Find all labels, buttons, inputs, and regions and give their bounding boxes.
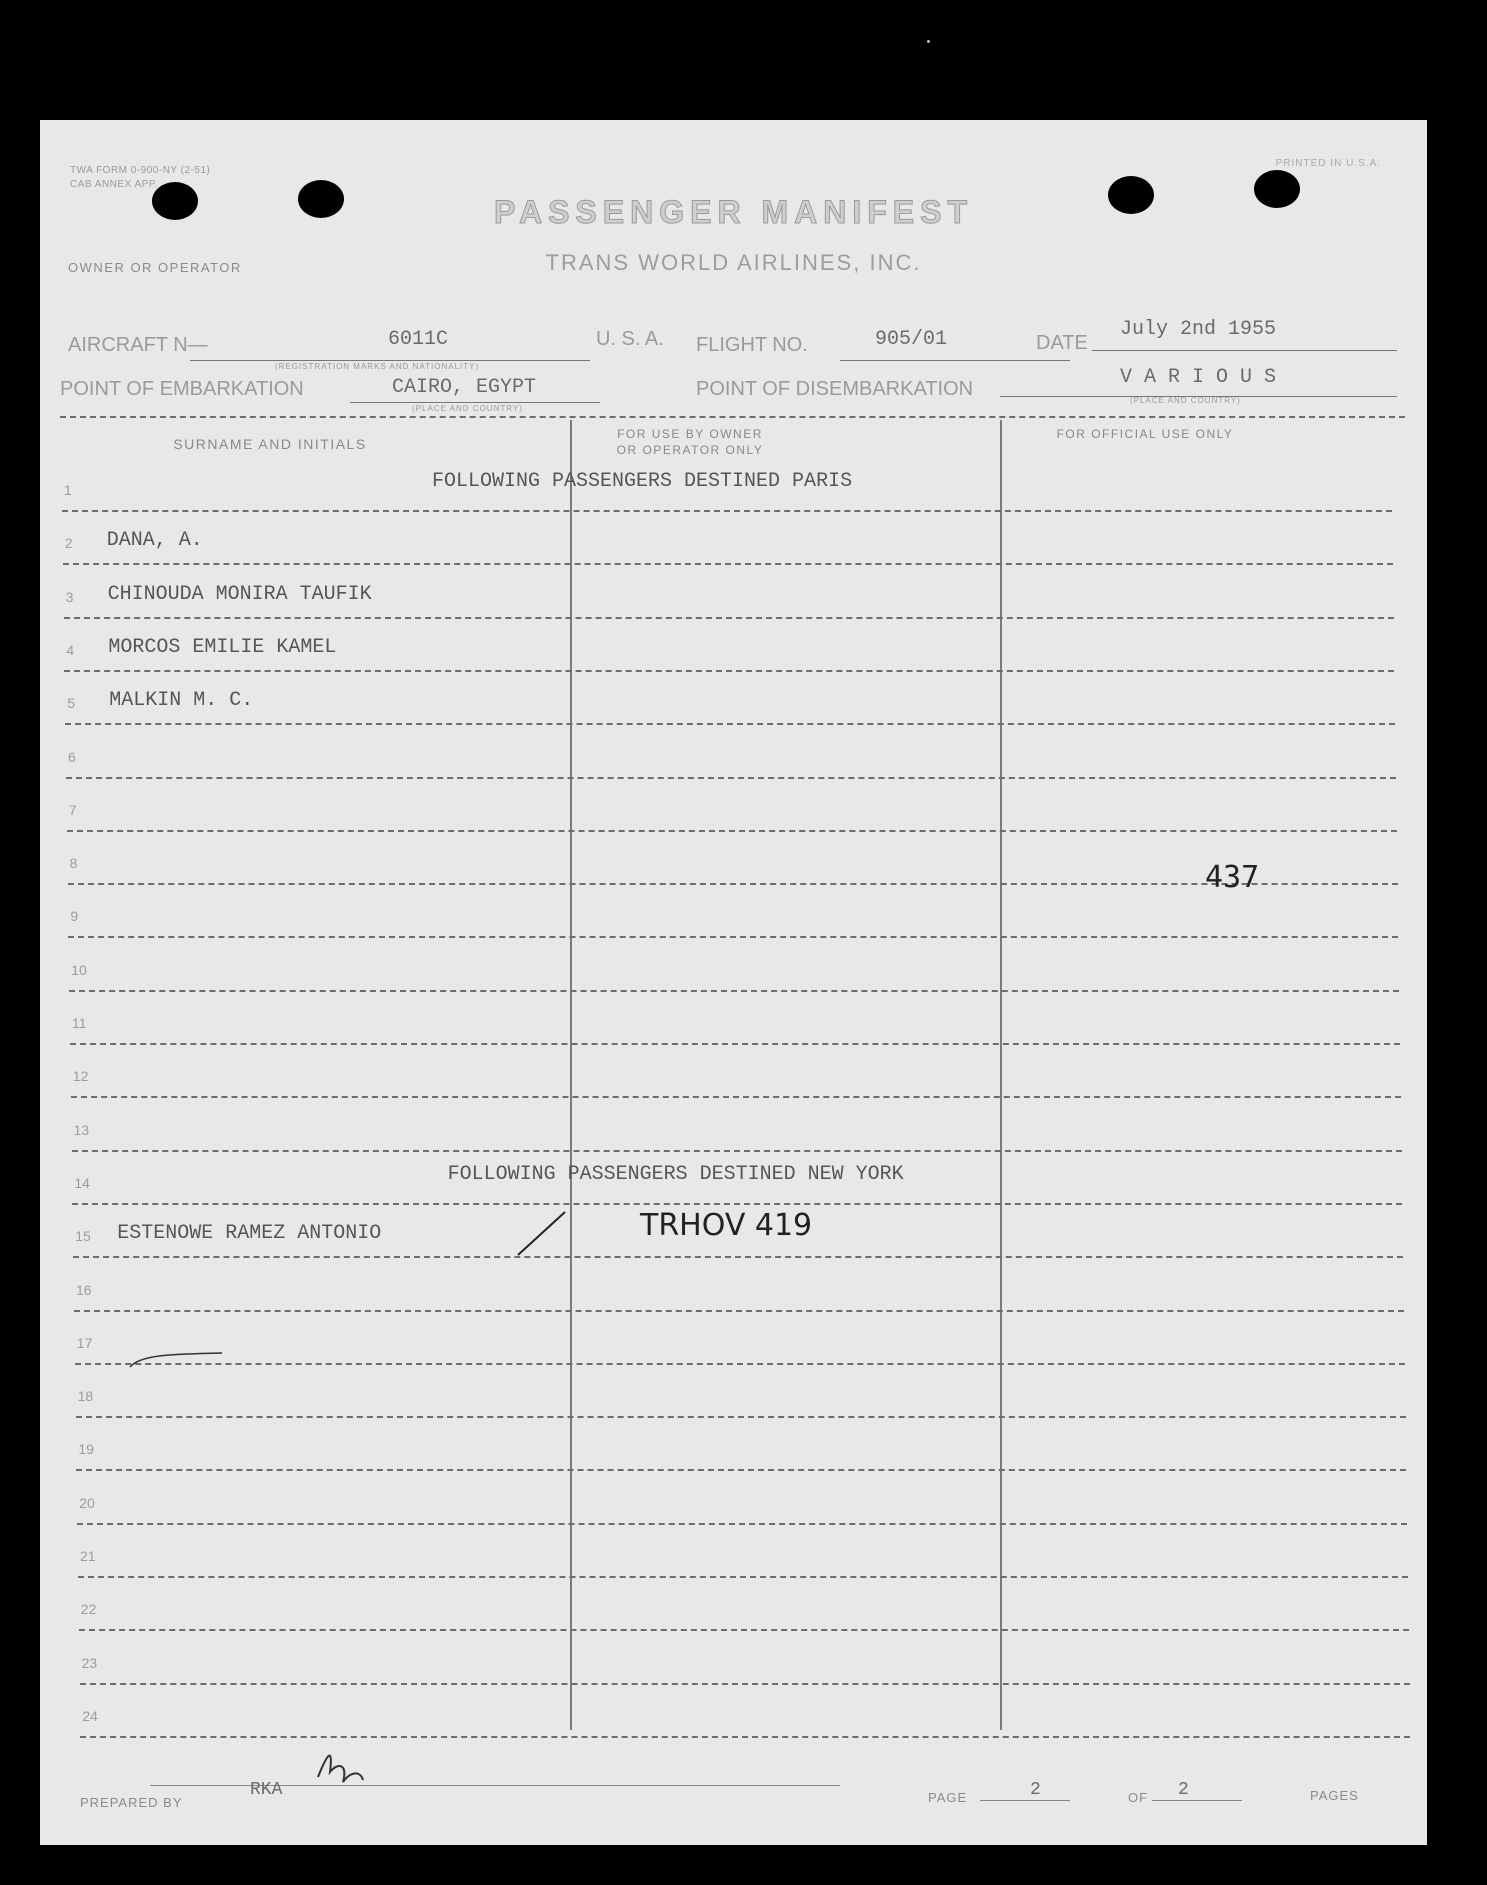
handwritten-marks	[40, 120, 1427, 1845]
row-number: 18	[77, 1388, 94, 1404]
dust-speck	[927, 40, 930, 43]
disembarkation-label: POINT OF DISEMBARKATION	[696, 378, 974, 400]
aircraft-value: 6011C	[388, 328, 449, 351]
col-header-owner-use: FOR USE BY OWNER OR OPERATOR ONLY	[616, 427, 764, 457]
row-number: 16	[76, 1282, 92, 1298]
aircraft-label: AIRCRAFT N—	[68, 334, 208, 356]
disembarkation-value: V A R I O U S	[1120, 366, 1277, 389]
page-value: 2	[1030, 1780, 1041, 1800]
manifest-page	[40, 120, 1427, 1845]
date-value: July 2nd 1955	[1120, 318, 1277, 341]
col-header-official-use: FOR OFFICIAL USE ONLY	[1056, 427, 1234, 441]
row-number: 6	[68, 749, 76, 765]
row-number: 17	[76, 1335, 93, 1351]
owner-handwritten-note: TRHOV 419	[640, 1208, 813, 1243]
row-number: 20	[79, 1495, 95, 1511]
of-value: 2	[1178, 1780, 1189, 1800]
embarkation-value: CAIRO, EGYPT	[392, 376, 537, 399]
form-number: TWA FORM 0-900-NY (2-51) CAB ANNEX APP.	[70, 165, 211, 190]
manifest-title: PASSENGER MANIFEST	[494, 194, 973, 230]
initials-signature	[308, 1742, 368, 1792]
row-number: 14	[74, 1175, 90, 1191]
row-number: 22	[80, 1601, 97, 1617]
pages-label: PAGES	[1310, 1788, 1359, 1803]
row-number: 24	[82, 1708, 98, 1724]
row-number: 10	[71, 962, 87, 978]
row-number: 13	[73, 1122, 90, 1138]
official-stamp-number: 437	[1205, 860, 1260, 895]
row-number: 5	[67, 695, 75, 711]
row-number: 3	[65, 589, 74, 605]
printed-in-usa: PRINTED IN U.S.A.	[1275, 158, 1381, 169]
registration-note: (REGISTRATION MARKS AND NATIONALITY)	[275, 362, 480, 371]
row-number: 4	[66, 642, 75, 658]
date-label: DATE	[1036, 332, 1088, 354]
row-number: 1	[64, 482, 72, 498]
row-number: 21	[80, 1548, 96, 1564]
page-label: PAGE	[928, 1790, 968, 1805]
col-header-surname: SURNAME AND INITIALS	[173, 436, 367, 452]
row-number: 8	[69, 855, 78, 871]
passenger-name: ESTENOWE RAMEZ ANTONIO	[117, 1222, 382, 1245]
company-name: TRANS WORLD AIRLINES, INC.	[545, 250, 922, 275]
prepared-by-label: PREPARED BY	[80, 1795, 183, 1810]
row-number: 2	[64, 535, 73, 551]
of-label: OF	[1128, 1790, 1149, 1805]
flight-value: 905/01	[875, 328, 948, 351]
passenger-name: DANA, A.	[106, 529, 203, 552]
row-number: 11	[72, 1015, 87, 1031]
row-number: 12	[72, 1068, 89, 1084]
row-number: 7	[68, 802, 77, 818]
destination-note: FOLLOWING PASSENGERS DESTINED NEW YORK	[447, 1163, 904, 1186]
destination-note: FOLLOWING PASSENGERS DESTINED PARIS	[432, 470, 853, 493]
owner-operator-label: OWNER OR OPERATOR	[68, 260, 242, 275]
passenger-name: CHINOUDA MONIRA TAUFIK	[107, 583, 372, 606]
row-number: 9	[70, 908, 79, 924]
page-underline	[980, 1800, 1070, 1801]
disembarkation-note: (PLACE AND COUNTRY)	[1130, 396, 1241, 405]
row-number: 15	[75, 1228, 91, 1244]
prepared-by-value: RKA	[250, 1780, 283, 1800]
of-underline	[1152, 1800, 1242, 1801]
flight-label: FLIGHT NO.	[696, 334, 808, 356]
row-number: 19	[78, 1441, 94, 1457]
nationality-label: U. S. A.	[596, 328, 664, 350]
embarkation-label: POINT OF EMBARKATION	[60, 378, 304, 400]
passenger-name: MALKIN M. C.	[109, 689, 254, 712]
row-number: 23	[81, 1655, 98, 1671]
embarkation-note: (PLACE AND COUNTRY)	[412, 404, 523, 413]
passenger-name: MORCOS EMILIE KAMEL	[108, 636, 337, 659]
